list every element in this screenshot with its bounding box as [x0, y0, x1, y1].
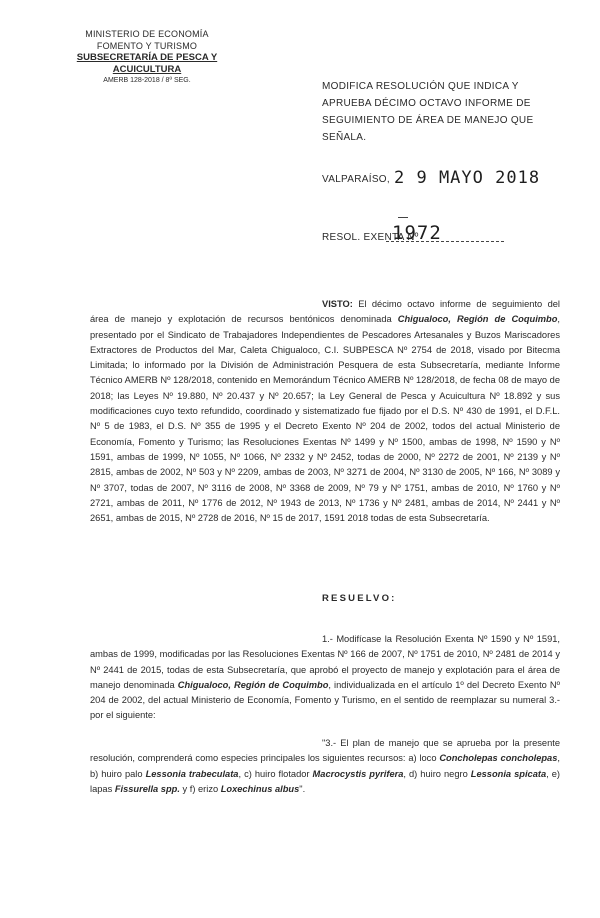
species-6: Loxechinus albus	[220, 783, 300, 794]
visto-text-2: , presentado por el Sindicato de Trabajadores Independientes de Pescadores Artesanales y Buzos Mariscadores Extractores de Productos del Mar, Caleta Chigualoco, C.I. SUBPESCA Nº 2754 de 2018, visado por Bitecma Limitada; lo informado por la División de Administración Pesquera de esta Subsecretaría, mediante Informe Técnico AMERB Nº 128/2018, contenido en Memorándum Técnico AMERB Nº 128/2018, de fecha 08 de mayo de 2018; las Leyes Nº 19.880, Nº 20.437 y Nº 20.657; la Ley General de Pesca y Acuicultura Nº 18.892 y sus modificaciones cuyo texto refundido, coordinado y sistematizado fue fijado por el D.S. Nº 430 de 1991, el D.F.L. Nº 5 de 1983, el D.S. Nº 355 de 1995 y el Decreto Exento Nº 204 de 2002, todos del actual Ministerio de Economía, Fomento y Turismo; las Resoluciones Exentas Nº 1499 y Nº 1500, ambas de 1998, Nº 1590 y Nº 1591, ambas de 1999, Nº 1055, Nº 1066, Nº 2332 y Nº 2452, todas de 2000, Nº 2272 de 2001, Nº 2139 y Nº 2815, ambas de 2002, Nº 503 y Nº 2209, ambas de 2003, Nº 3271 de 2004, Nº 3130 de 2005, Nº 166, Nº 3089 y Nº 3707, todas de 2007, Nº 3116 de 2008, Nº 3368 de 2009, Nº 79 y Nº 1751, ambas de 2010, Nº 1760 y Nº 2721, ambas de 2011, Nº 1776 de 2012, Nº 1943 de 2013, Nº 1736 y Nº 2481, ambas de 2014, Nº 2441 y Nº 2651, ambas de 2015, Nº 2728 de 2016, Nº 15 de 2017, 1591 2018 todas de esta Subsecretaría.	[90, 314, 560, 524]
numeral-3-quote	[90, 736, 560, 797]
ministry-header	[52, 28, 242, 85]
header-fomento: FOMENTO Y TURISMO	[96, 41, 198, 51]
resolution-underline	[386, 241, 504, 242]
visto-text-1: El décimo octavo informe de seguimiento del área de manejo y explotación de recursos bentónicos denominada	[90, 299, 560, 325]
resolution-tick-mark	[398, 217, 408, 218]
quote-text-7: ".	[299, 783, 306, 794]
species-3: Macrocystis pyrifera	[312, 768, 404, 779]
article-1-text-2: , individualizada en el artículo 1º del Decreto Exento Nº 204 de 2002, del actual Ministerio de Economía, Fomento y Turismo, en el sentido de reemplazar su numeral 3.- por el siguiente:	[90, 679, 560, 721]
quote-text-3: , c) huiro flotador	[238, 768, 313, 779]
quote-text-6: y f) erizo	[179, 783, 221, 794]
species-2: Lessonia trabeculata	[145, 768, 239, 779]
species-5: Fissurella spp.	[114, 783, 180, 794]
quote-text-1: "3.- El plan de manejo que se aprueba por la presente resolución, comprenderá como especies principales los siguientes recursos: a) loco	[90, 738, 560, 764]
document-subject: MODIFICA RESOLUCIÓN QUE INDICA Y APRUEBA DÉCIMO OCTAVO INFORME DE SEGUIMIENTO DE ÁREA DE MANEJO QUE SEÑALA.	[322, 81, 534, 143]
species-1: Concholepas concholepas	[439, 753, 558, 764]
visto-paragraph	[90, 297, 560, 526]
quote-text-4: , d) huiro negro	[403, 768, 471, 779]
resolution-number: 1972	[392, 222, 442, 244]
visto-area-name: Chigualoco, Región de Coquimbo	[397, 314, 558, 325]
visto-label: VISTO:	[322, 299, 353, 309]
date-stamp: 2 9 MAYO 2018	[394, 168, 541, 188]
header-reference: AMERB 128-2018 / 8º SEG.	[103, 77, 191, 84]
resolution-label: RESOL. EXENTA Nº	[322, 232, 419, 243]
article-1-paragraph	[90, 632, 560, 724]
resuelvo-heading: RESUELVO:	[322, 593, 397, 604]
header-subsecretaria: SUBSECRETARÍA DE PESCA Y ACUICULTURA	[76, 52, 218, 75]
species-4: Lessonia spicata	[470, 768, 547, 779]
header-ministry: MINISTERIO DE ECONOMÍA	[85, 29, 209, 39]
article-1-area-name: Chigualoco, Región de Coquimbo	[177, 679, 329, 690]
place-label: VALPARAÍSO,	[322, 174, 390, 185]
quote-text-5: , e) lapas	[90, 768, 561, 794]
quote-text-2: , b) huiro palo	[90, 753, 560, 779]
article-1-text-1: 1.- Modifícase la Resolución Exenta Nº 1590 y Nº 1591, ambas de 1999, modificadas por las Resoluciones Exentas Nº 166 de 2007, Nº 1751 de 2010, Nº 2481 de 2014 y Nº 2441 de 2015, todas de esta Subsecretaría, que aprobó el proyecto de manejo y explotación para el área de manejo denominada	[90, 634, 560, 690]
